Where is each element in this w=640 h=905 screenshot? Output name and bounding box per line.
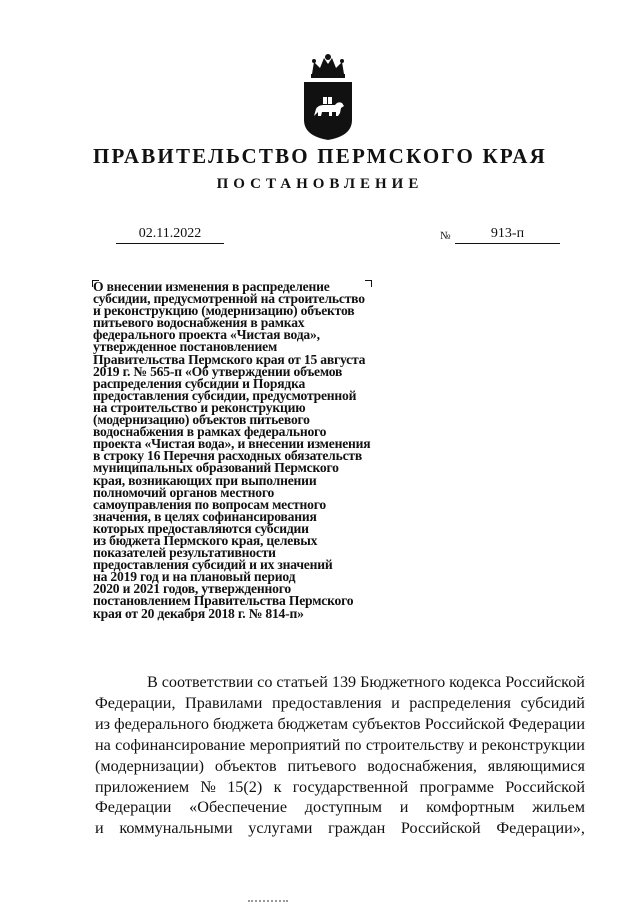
body-word: со (257, 673, 273, 691)
body-word: из (95, 714, 111, 733)
subject-line: в строку 16 Перечня расходных обязательств (93, 448, 363, 464)
body-line (95, 735, 585, 756)
body-word: программе (419, 777, 494, 796)
subject-line: распределения субсидии и Порядка (93, 375, 306, 391)
body-word: предоставления (271, 693, 382, 712)
body-word: 139 (331, 673, 357, 691)
body-word: Российской (400, 819, 481, 838)
body-word: комфортным (426, 798, 515, 817)
subject-line: значения, в целях софинансирования (93, 508, 317, 524)
body-word: питьевого (287, 756, 357, 775)
body-word: 15(2) (227, 777, 263, 796)
subject-line: самоуправления по вопросам местного (93, 496, 326, 512)
body-word: доступным (304, 798, 383, 817)
body-word: статьей (276, 673, 328, 691)
body-word: Правилами (185, 693, 263, 712)
body-word: Российской (505, 777, 585, 796)
body-word: кодекса (449, 673, 502, 691)
body-word: на (95, 735, 111, 754)
body-word: Федерации», (496, 819, 585, 838)
subject-line: субсидии, предусмотренной на строительство (93, 291, 365, 307)
subject-line: показателей результативности (93, 545, 276, 561)
subject-line: из бюджета Пермского края, целевых (93, 532, 318, 548)
coat-of-arms-icon (302, 52, 354, 140)
body-word: граждан (328, 819, 386, 838)
body-word: по (344, 735, 362, 754)
body-word: жильем (532, 798, 585, 817)
body-word: строительству (365, 735, 465, 754)
body-word: субсидий (520, 693, 585, 712)
subject-line: постановлением Правительства Пермского (93, 593, 354, 609)
document-body (95, 672, 585, 839)
body-word: Российской (424, 714, 505, 733)
body-word: софинансирование (115, 735, 246, 754)
body-word: субъектов (352, 714, 421, 733)
subject-line: проекта «Чистая вода», и внесении изменения (93, 436, 371, 452)
body-line (95, 797, 585, 818)
body-word: и (399, 798, 409, 817)
page-bottom-mark (248, 900, 288, 902)
body-word: соответствии (161, 673, 254, 691)
subject-line: предоставления субсидии, предусмотренной (93, 387, 357, 403)
body-word: к (273, 777, 282, 796)
subject-line: предоставления субсидий и их значений (93, 557, 333, 573)
document-subject (93, 281, 423, 620)
body-line (95, 714, 585, 735)
document-type: ПОСТАНОВЛЕНИЕ (216, 176, 424, 192)
document-number: 913-п (455, 226, 560, 244)
body-word: и (391, 693, 400, 712)
subject-line: на 2019 год и на плановый период (93, 569, 296, 585)
body-line (95, 756, 585, 777)
body-word: Федерации (95, 798, 172, 817)
body-word: Федерации (508, 714, 585, 733)
body-line (95, 693, 585, 714)
subject-line: (модернизацию) объектов питьевого (93, 412, 310, 428)
body-word: и (468, 735, 478, 754)
body-word: № (200, 777, 216, 796)
subject-line: на строительство и реконструкцию (93, 399, 306, 415)
subject-line: края, возникающих при выполнении (93, 472, 317, 488)
subject-line: О внесении изменения в распределение (93, 279, 330, 294)
subject-line: 2019 г. № 565-п «Об утверждении объемов (93, 363, 343, 379)
subject-line: Правительства Пермского края от 15 августа (93, 351, 366, 367)
subject-line: муниципальных образований Пермского (93, 460, 339, 476)
body-word: В (147, 673, 158, 691)
subject-line: водоснабжения в рамках федерального (93, 424, 327, 440)
subject-line: утвержденное постановлением (93, 339, 278, 355)
body-word: и (95, 819, 104, 838)
body-word: Федерации, (95, 693, 176, 712)
body-word: услугами (248, 819, 313, 838)
subject-line: питьевого водоснабжения в рамках (93, 315, 305, 331)
number-sign: № (440, 230, 451, 242)
body-word: водоснабжения, (367, 756, 477, 775)
body-word: объектов (214, 756, 277, 775)
body-word: бюджетам (277, 714, 349, 733)
body-word: коммунальными (119, 819, 233, 838)
body-word: Бюджетного (360, 673, 446, 691)
body-word: реконструкции (481, 735, 585, 754)
subject-line: 2020 и 2021 годов, утвержденного (93, 581, 291, 597)
body-word: государственной (292, 777, 409, 796)
body-word: Российской (505, 673, 585, 691)
body-word: распределения (409, 693, 511, 712)
document-date: 02.11.2022 (116, 226, 224, 244)
body-word: «Обеспечение (189, 798, 288, 817)
subject-line: полномочий органов местного (93, 484, 275, 500)
body-word: федерального (114, 714, 209, 733)
body-word: мероприятий (249, 735, 341, 754)
government-title: ПРАВИТЕЛЬСТВО ПЕРМСКОГО КРАЯ (92, 144, 547, 168)
subject-line: и реконструкцию (модернизацию) объектов (93, 303, 355, 319)
subject-line: которых предоставляются субсидии (93, 520, 309, 536)
body-line (95, 672, 585, 693)
subject-line: края от 20 декабря 2018 г. № 814-п» (93, 605, 304, 621)
body-line (95, 777, 585, 798)
body-word: бюджета (213, 714, 274, 733)
body-word: являющимися (487, 756, 585, 775)
subject-line: федерального проекта «Чистая вода», (93, 327, 320, 343)
body-word: (модернизации) (95, 756, 205, 775)
body-word: приложением (95, 777, 190, 796)
body-line (95, 818, 585, 839)
